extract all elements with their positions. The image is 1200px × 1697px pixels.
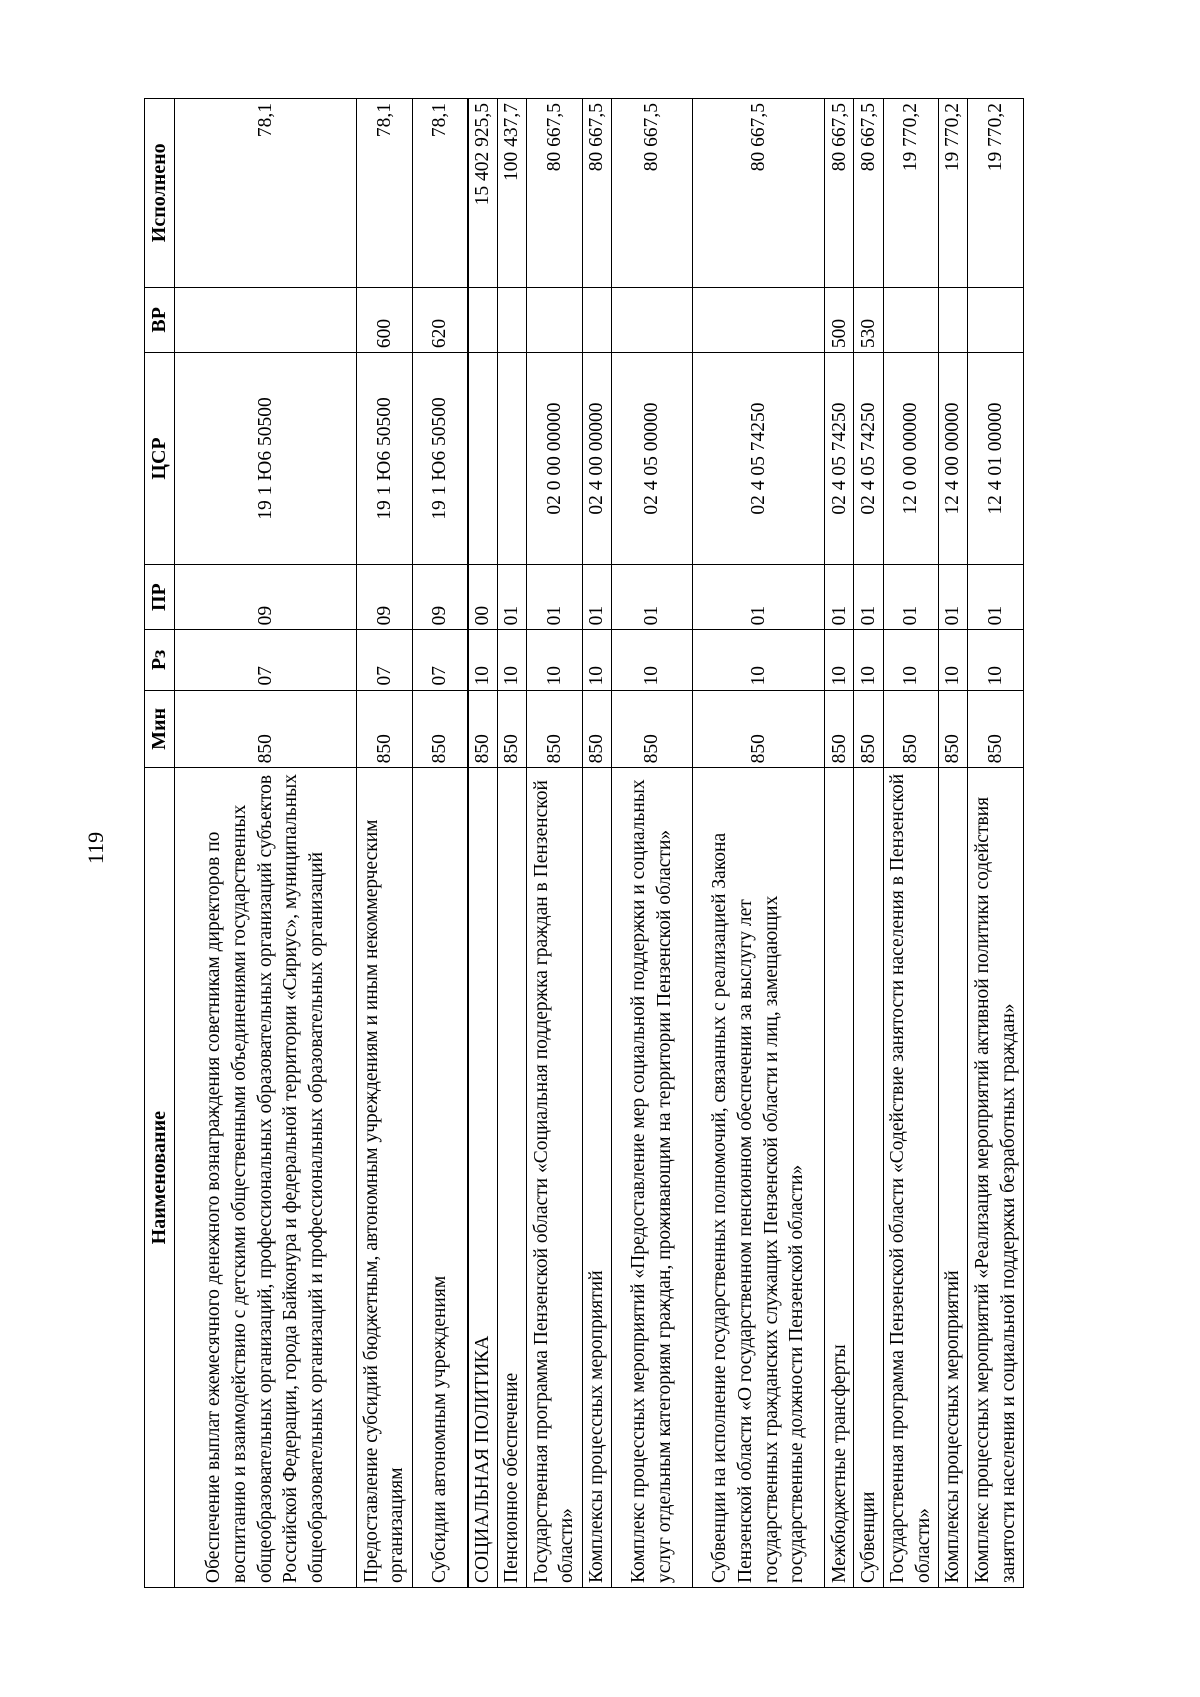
row-pr: 00 <box>468 564 498 630</box>
row-min: 850 <box>939 690 968 768</box>
col-header-min: Мин <box>145 690 175 768</box>
row-done: 80 667,5 <box>825 99 854 288</box>
row-vr <box>498 287 527 353</box>
row-csr: 12 4 01 00000 <box>968 353 1024 565</box>
row-name: Комплекс процессных мероприятий «Реализация мероприятий активной политики содействия занятости населения и социальной поддержки безработных граждан» <box>968 768 1024 1588</box>
row-csr: 12 4 00 00000 <box>939 353 968 565</box>
row-pr: 01 <box>527 564 583 630</box>
row-csr: 02 4 00 00000 <box>582 353 611 565</box>
row-pr: 01 <box>854 564 883 630</box>
table-row <box>692 99 825 1588</box>
table-row <box>412 99 468 1588</box>
row-min: 850 <box>175 690 357 768</box>
row-done: 15 402 925,5 <box>468 99 498 288</box>
row-min: 850 <box>968 690 1024 768</box>
table-row <box>582 99 611 1588</box>
table-row <box>854 99 883 1588</box>
row-csr: 19 1 Ю6 50500 <box>357 353 413 565</box>
row-pr: 01 <box>883 564 939 630</box>
row-csr: 12 0 00 00000 <box>883 353 939 565</box>
col-header-pr: ПР <box>145 564 175 630</box>
row-vr <box>883 287 939 353</box>
row-rz: 10 <box>968 630 1024 690</box>
row-vr: 500 <box>825 287 854 353</box>
row-rz: 07 <box>412 630 468 690</box>
row-done: 80 667,5 <box>611 99 692 288</box>
row-vr <box>468 287 498 353</box>
table-row <box>611 99 692 1588</box>
row-name: Пенсионное обеспечение <box>498 768 527 1588</box>
row-vr <box>527 287 583 353</box>
row-csr: 19 1 Ю6 50500 <box>412 353 468 565</box>
row-rz: 10 <box>582 630 611 690</box>
row-pr: 01 <box>825 564 854 630</box>
row-name: Субсидии автономным учреждениям <box>412 768 468 1588</box>
row-name: Комплекс процессных мероприятий «Предоставление мер социальной поддержки и социальных услуг отдельным категориям граждан, проживающим на территории Пензенской области» <box>611 768 692 1588</box>
row-name: Обеспечение выплат ежемесячного денежного вознаграждения советникам директоров по воспитанию и взаимодействию с детскими общественными объединениями государственных общеобразовательных организаций, профессиональных образовательных организаций субъектов Российской Федерации, города Байконура и федеральной территории «Сириус», муниципальных общеобразовательных организаций и профессиональных образовательных организаций <box>175 768 357 1588</box>
row-pr: 09 <box>175 564 357 630</box>
row-pr: 01 <box>939 564 968 630</box>
row-rz: 10 <box>611 630 692 690</box>
row-name: Субвенции на исполнение государственных полномочий, связанных с реализацией Закона Пензенской области «О государственном пенсионном обеспечении за выслугу лет государственных гражданских служащих Пензенской области и лиц, замещающих государственные должности Пензенской области» <box>692 768 825 1588</box>
row-csr: 19 1 Ю6 50500 <box>175 353 357 565</box>
row-rz: 10 <box>883 630 939 690</box>
budget-table <box>144 98 1024 1588</box>
row-name: СОЦИАЛЬНАЯ ПОЛИТИКА <box>468 768 498 1588</box>
row-name: Субвенции <box>854 768 883 1588</box>
row-done: 100 437,7 <box>498 99 527 288</box>
col-header-done: Исполнено <box>145 99 175 288</box>
row-min: 850 <box>854 690 883 768</box>
row-vr <box>175 287 357 353</box>
col-header-vr: ВР <box>145 287 175 353</box>
row-rz: 07 <box>175 630 357 690</box>
row-rz: 10 <box>468 630 498 690</box>
row-pr: 09 <box>357 564 413 630</box>
col-header-rz: Рз <box>145 630 175 690</box>
table-row <box>527 99 583 1588</box>
row-name: Государственная программа Пензенской области «Социальная поддержка граждан в Пензенской области» <box>527 768 583 1588</box>
table-row <box>968 99 1024 1588</box>
row-vr <box>582 287 611 353</box>
row-csr: 02 4 05 00000 <box>611 353 692 565</box>
row-vr <box>692 287 825 353</box>
row-pr: 09 <box>412 564 468 630</box>
row-min: 850 <box>692 690 825 768</box>
row-vr <box>611 287 692 353</box>
row-pr: 01 <box>692 564 825 630</box>
row-min: 850 <box>498 690 527 768</box>
row-vr <box>939 287 968 353</box>
row-rz: 10 <box>825 630 854 690</box>
row-vr: 530 <box>854 287 883 353</box>
row-min: 850 <box>527 690 583 768</box>
row-min: 850 <box>357 690 413 768</box>
row-csr: 02 4 05 74250 <box>825 353 854 565</box>
row-min: 850 <box>611 690 692 768</box>
row-min: 850 <box>883 690 939 768</box>
row-done: 80 667,5 <box>854 99 883 288</box>
table-row <box>883 99 939 1588</box>
row-pr: 01 <box>968 564 1024 630</box>
row-name: Комплексы процессных мероприятий <box>582 768 611 1588</box>
row-done: 19 770,2 <box>968 99 1024 288</box>
row-csr: 02 4 05 74250 <box>854 353 883 565</box>
row-pr: 01 <box>498 564 527 630</box>
row-min: 850 <box>582 690 611 768</box>
page-number-text: 119 <box>83 831 108 865</box>
row-name: Комплексы процессных мероприятий <box>939 768 968 1588</box>
row-vr: 600 <box>357 287 413 353</box>
row-rz: 10 <box>854 630 883 690</box>
table-header-row <box>145 99 175 1588</box>
row-vr: 620 <box>412 287 468 353</box>
row-min: 850 <box>412 690 468 768</box>
row-done: 78,1 <box>175 99 357 288</box>
row-done: 19 770,2 <box>883 99 939 288</box>
row-vr <box>968 287 1024 353</box>
table-row <box>468 99 498 1588</box>
row-done: 80 667,5 <box>692 99 825 288</box>
row-rz: 10 <box>498 630 527 690</box>
row-csr <box>498 353 527 565</box>
row-csr: 02 0 00 00000 <box>527 353 583 565</box>
table-row <box>357 99 413 1588</box>
row-done: 80 667,5 <box>582 99 611 288</box>
row-rz: 10 <box>527 630 583 690</box>
budget-table-container <box>144 98 1024 1588</box>
row-name: Государственная программа Пензенской области «Содействие занятости населения в Пензенской области» <box>883 768 939 1588</box>
row-done: 78,1 <box>412 99 468 288</box>
row-rz: 10 <box>939 630 968 690</box>
table-row <box>825 99 854 1588</box>
col-header-csr: ЦСР <box>145 353 175 565</box>
row-name: Межбюджетные трансферты <box>825 768 854 1588</box>
row-csr <box>468 353 498 565</box>
row-name: Предоставление субсидий бюджетным, автономным учреждениям и иным некоммерческим организациям <box>357 768 413 1588</box>
table-row <box>175 99 357 1588</box>
col-header-name: Наименование <box>145 768 175 1588</box>
row-rz: 10 <box>692 630 825 690</box>
row-done: 78,1 <box>357 99 413 288</box>
row-done: 80 667,5 <box>527 99 583 288</box>
row-csr: 02 4 05 74250 <box>692 353 825 565</box>
row-min: 850 <box>825 690 854 768</box>
row-rz: 07 <box>357 630 413 690</box>
row-pr: 01 <box>582 564 611 630</box>
row-done: 19 770,2 <box>939 99 968 288</box>
table-row <box>939 99 968 1588</box>
row-pr: 01 <box>611 564 692 630</box>
row-min: 850 <box>468 690 498 768</box>
table-row <box>498 99 527 1588</box>
